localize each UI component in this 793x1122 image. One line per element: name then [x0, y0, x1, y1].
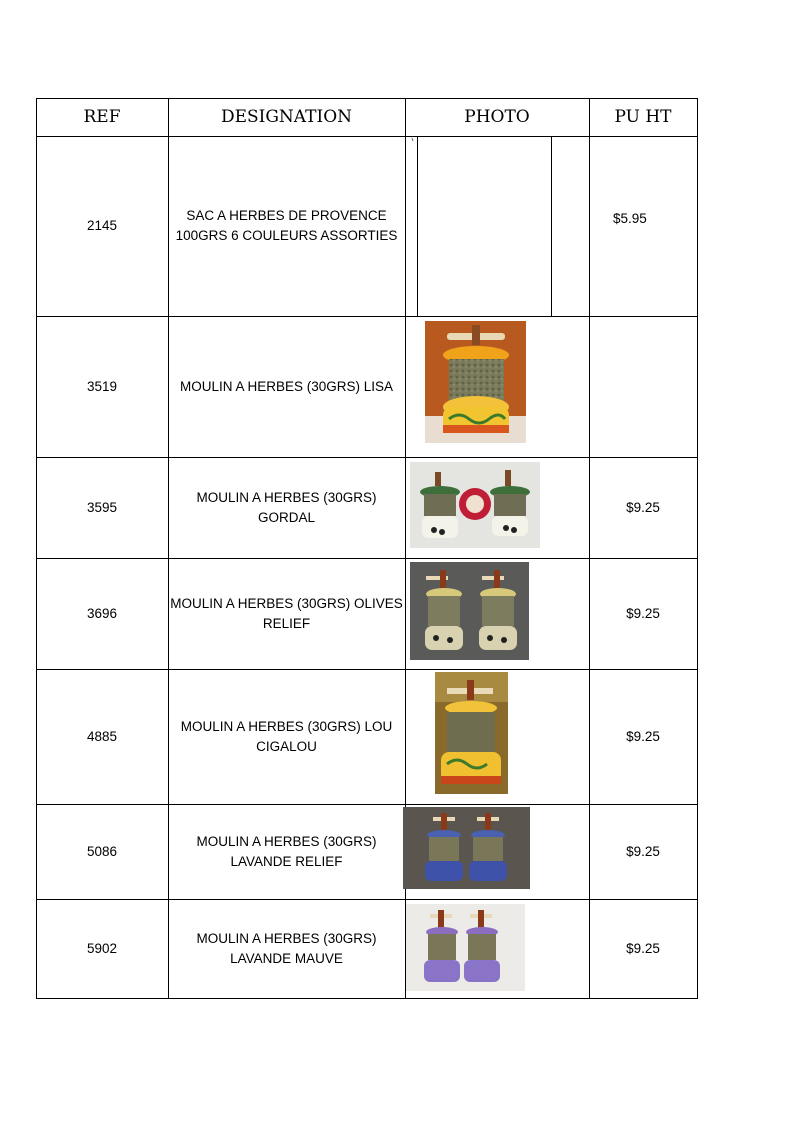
designation-cell [168, 669, 405, 804]
product-photo [406, 904, 525, 991]
ref-cell: 5902 [86, 940, 118, 956]
ref-cell: 5086 [86, 843, 118, 859]
ref-cell: 4885 [86, 728, 118, 744]
product-photo [425, 321, 526, 443]
product-table [36, 98, 698, 999]
designation-line: GORDAL [257, 509, 315, 525]
designation-cell [168, 316, 405, 457]
designation-cell [168, 457, 405, 558]
price-cell: $9.25 [626, 728, 660, 744]
designation-line: 100GRS 6 COULEURS ASSORTIES [175, 228, 398, 243]
designation-cell [168, 136, 405, 316]
designation-line: CIGALOU [256, 738, 317, 754]
designation-line: RELIEF [262, 615, 311, 631]
ref-cell: 2145 [86, 218, 118, 233]
designation-line: MOULIN A HERBES (30GRS) [196, 489, 377, 505]
ref-cell: 3696 [86, 605, 118, 621]
photo-frame-lines [405, 136, 589, 316]
header-price: PU HT [614, 107, 672, 127]
designation-line: MOULIN A HERBES (30GRS) OLIVES [170, 595, 403, 611]
header-designation: DESIGNATION [220, 107, 353, 127]
price-cell [589, 316, 697, 457]
price-cell: $5.95 [613, 211, 647, 226]
two-blue-grinders-icon [403, 807, 530, 889]
designation-line: MOULIN A HERBES (30GRS) LISA [179, 378, 394, 394]
product-photo [435, 672, 508, 794]
row-divider [36, 998, 698, 999]
designation-line: LAVANDE RELIEF [230, 853, 343, 869]
price-cell: $9.25 [626, 843, 660, 859]
designation-cell [168, 804, 405, 899]
table-border-right [697, 98, 698, 999]
designation-line: MOULIN A HERBES (30GRS) [196, 930, 377, 946]
designation-line: LAVANDE MAUVE [230, 950, 343, 966]
two-relief-grinders-icon [410, 562, 529, 660]
designation-line: MOULIN A HERBES (30GRS) [196, 833, 377, 849]
header-ref: REF [83, 107, 121, 127]
two-grinders-with-tin-icon [410, 462, 540, 548]
designation-line: SAC A HERBES DE PROVENCE [186, 208, 387, 223]
ref-cell: 3519 [86, 378, 118, 394]
designation-cell [168, 558, 405, 669]
cicada-grinder-icon [435, 672, 508, 794]
two-mauve-grinders-icon [406, 904, 525, 991]
designation-line: MOULIN A HERBES (30GRS) LOU [180, 718, 393, 734]
product-photo [410, 562, 529, 660]
price-cell: $9.25 [626, 605, 660, 621]
header-photo: PHOTO [464, 107, 530, 127]
product-photo [403, 807, 530, 889]
price-cell: $9.25 [626, 499, 660, 515]
price-cell: $9.25 [626, 940, 660, 956]
ref-cell: 3595 [86, 499, 118, 515]
empty-photo-frame [405, 136, 589, 316]
product-photo [410, 462, 540, 548]
designation-cell [168, 899, 405, 998]
single-herb-grinder-icon [425, 321, 526, 443]
